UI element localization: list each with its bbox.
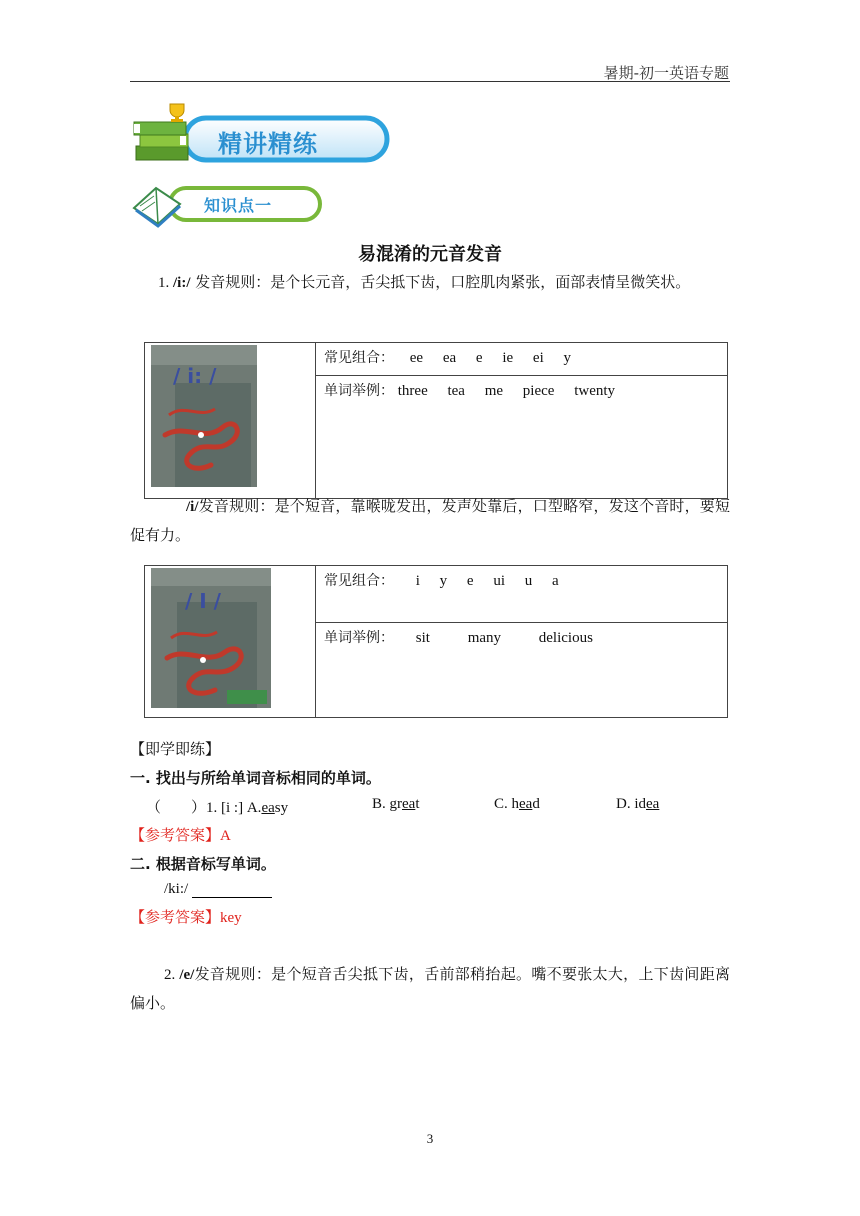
combo-item: ui [493,573,506,589]
answer-blank [192,883,272,898]
combo-item: e [475,350,483,366]
answer-value: key [220,910,242,926]
combo-item: y [563,350,571,366]
section-banner [130,100,392,170]
phonetic-prompt: /ki:/ [164,881,189,897]
practice-heading: 【即学即练】 [130,740,221,758]
phonics-table-long-i [144,342,728,499]
combo-item: i [415,573,420,589]
combo-item: e [466,573,474,589]
rule-text: 发音规则：是个短音，靠喉咙发出，发声处靠后，口型略窄，发这个音时，要短促有力。 [130,497,730,544]
rule-text: 发音规则：是个短音舌尖抵下齿，舌前部稍抬起。嘴不要张太大，上下齿间距离偏小。 [130,965,730,1012]
question1-heading: 一. 找出与所给单词音标相同的单词。 [130,769,381,787]
example-word: twenty [574,383,616,400]
option-c: C. head [494,796,540,812]
example-word: me [484,383,504,400]
question2-item [164,881,272,898]
phoneme-label: / i: / [173,364,217,388]
example-word: delicious [538,629,593,646]
example-word: three [397,383,428,400]
subsection-banner [130,176,326,230]
answer-paren: （ ） [146,798,207,816]
combo-item: ee [409,350,424,366]
examples-cell [316,376,728,499]
phoneme-label: / I / [185,589,221,613]
phonetic-symbol: /i:/ [173,275,191,291]
combos-label: 常见组合： [324,573,394,589]
example-word: piece [522,383,555,400]
example-word: sit [415,629,430,646]
answer-label: 【参考答案】 [130,908,221,926]
combos-cell [316,343,728,376]
examples-label: 单词举例： [324,383,394,400]
example-word: tea [447,383,465,400]
mouth-diagram-cell [145,343,316,499]
phonics-table-short-i [144,565,728,718]
rule-paragraph-short-i [130,492,730,550]
phonetic-symbol: /i/ [186,499,199,515]
answer-value: A [220,828,231,844]
rule-paragraph-long-i [130,268,730,297]
mouth-diagram-cell [145,566,316,718]
option-d: D. idea [616,796,660,812]
phonetic-symbol: /e/ [179,967,195,983]
combo-item: a [552,573,559,589]
example-word: many [467,629,502,646]
combo-item: ea [442,350,457,366]
banner-sub-text: 知识点一 [204,196,273,215]
answer2 [130,906,242,927]
question-stem: 1. [i :] [206,800,247,816]
combo-item: y [439,573,448,589]
combos-label: 常见组合： [324,350,394,366]
banner-main-text: 精讲精练 [218,130,318,158]
option-b: B. great [372,796,420,812]
section-title: 易混淆的元音发音 [358,244,502,265]
tongue-diagram-image [145,343,315,493]
tongue-diagram-image [145,566,315,712]
rule-text: 发音规则：是个长元音，舌尖抵下齿，口腔肌肉紧张，面部表情呈微笑状。 [190,273,691,291]
combo-item: u [524,573,533,589]
rule-number: 1. [158,275,173,291]
header-title: 暑期-初一英语专题 [603,64,729,82]
option-a: A.easy [246,800,289,816]
rule-paragraph-e [130,960,730,1018]
question1-item [146,796,706,817]
page-number: 3 [426,1131,434,1146]
question2-heading: 二. 根据音标写单词。 [130,855,276,873]
header-divider [130,81,730,82]
examples-label: 单词举例： [324,629,394,646]
combo-item: ie [502,350,514,366]
answer-label: 【参考答案】 [130,826,221,844]
combos-cell [316,566,728,623]
answer1 [130,824,231,845]
rule-number: 2. [164,967,180,983]
combo-item: ei [532,350,544,366]
examples-cell [316,622,728,717]
